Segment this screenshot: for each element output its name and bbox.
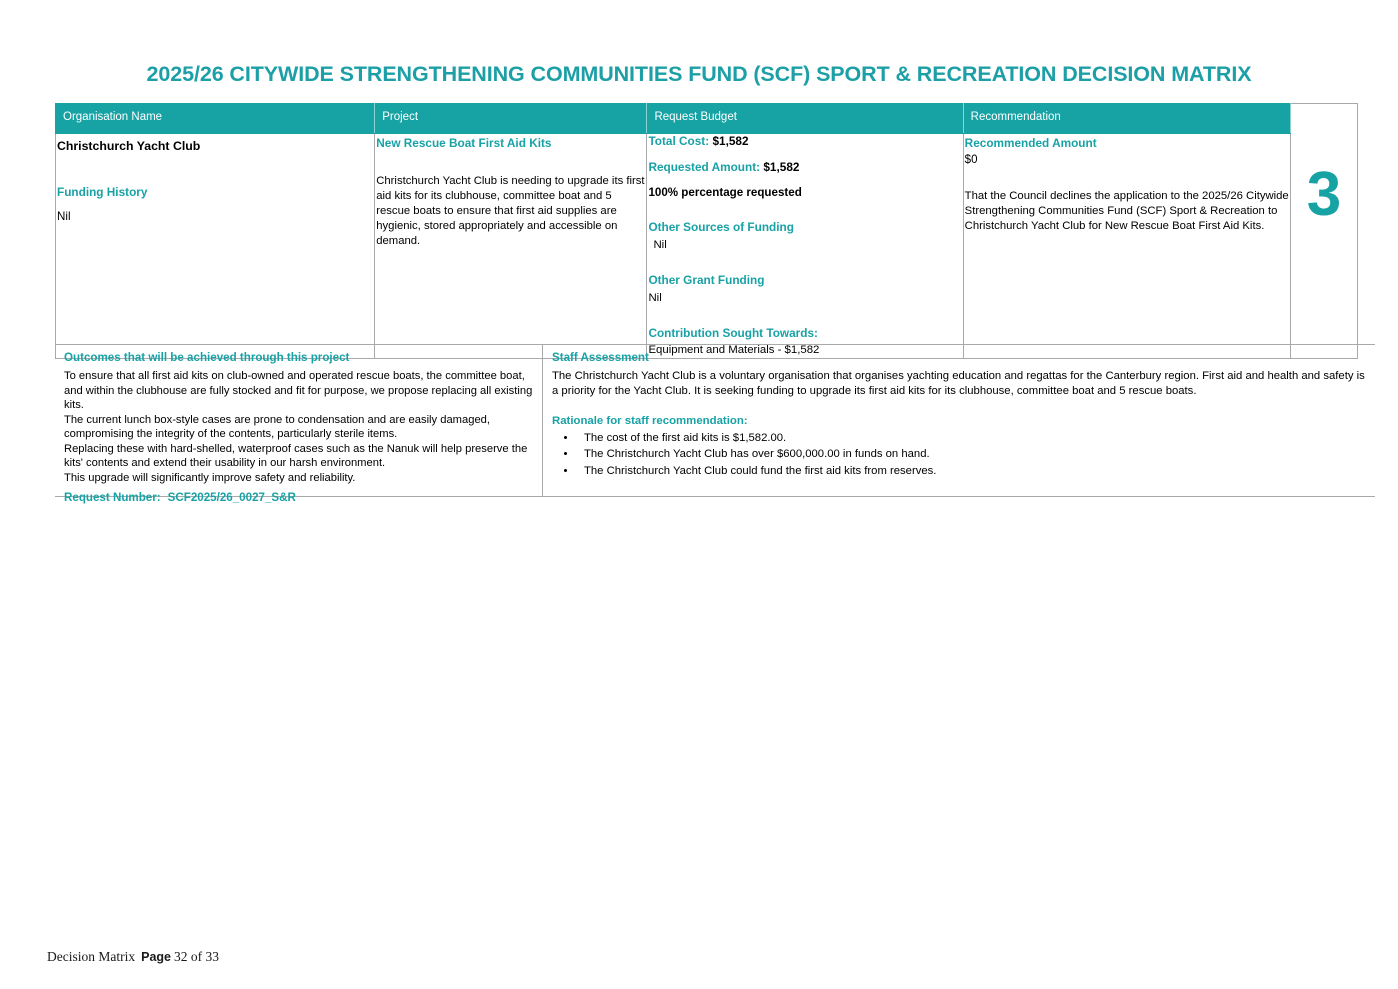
footer-page-numbering: 32 of 33 <box>174 949 219 964</box>
recommended-amount-value: $0 <box>964 153 978 166</box>
lower-section-table <box>55 344 1375 497</box>
column-header-project: Project <box>375 104 647 134</box>
column-header-recommendation: Recommendation <box>963 104 1290 134</box>
list-item: • The Christchurch Yacht Club has over $600,000.00 in funds on hand. <box>577 446 1367 462</box>
other-grant-block <box>648 273 962 306</box>
outcomes-line: This upgrade will significantly improve safety and reliability. <box>64 471 356 484</box>
funding-history-label: Funding History <box>57 185 148 200</box>
recommended-amount-label: Recommended Amount <box>964 136 1097 150</box>
recommendation-text: That the Council declines the application to the 2025/26 Citywide Strengthening Communities Fund (SCF) Sport & Recreation to Christchurch Yacht Club for New Rescue Boat First Aid Kits. <box>964 189 1289 232</box>
other-grant-label: Other Grant Funding <box>648 273 765 288</box>
list-item: • The cost of the first aid kits is $1,582.00. <box>577 430 1367 446</box>
outcomes-body <box>64 369 534 486</box>
other-sources-value: Nil <box>653 238 667 251</box>
outcomes-line: To ensure that all first aid kits on club-owned and operated rescue boats, the committee boat, and within the clubhouse are fully stocked and fit for purpose, we propose replacing all existing kits. <box>64 370 533 412</box>
requested-amount-value: $1,582 <box>763 159 800 174</box>
cell-item-number <box>1290 134 1357 359</box>
cell-request-budget <box>647 134 963 359</box>
project-title: New Rescue Boat First Aid Kits <box>376 136 552 150</box>
table-row <box>56 134 1358 359</box>
project-description: Christchurch Yacht Club is needing to upgrade its first aid kits for its clubhouse, committee boat and 5 rescue boats to ensure that first aid supplies are hygienic, stored appropriately and accessible on demand. <box>376 174 645 247</box>
outcomes-heading: Outcomes that will be achieved through this project <box>64 351 350 364</box>
page-title: 2025/26 CITYWIDE STRENGTHENING COMMUNITIES FUND (SCF) SPORT & RECREATION DECISION MATRIX <box>146 62 1252 86</box>
requested-amount-label: Requested Amount: <box>648 159 761 174</box>
outcomes-line: Replacing these with hard-shelled, waterproof cases such as the Nanuk will help preserve the kits' contents and extend their usability in our harsh environment. <box>64 442 528 470</box>
requested-amount-row <box>648 160 962 176</box>
cell-staff-assessment <box>543 345 1376 497</box>
contribution-label: Contribution Sought Towards: <box>648 325 818 340</box>
cell-project <box>375 134 647 359</box>
cell-outcomes <box>55 345 543 497</box>
funding-history-value: Nil <box>57 209 71 223</box>
total-cost-row <box>648 134 962 150</box>
item-number: 3 <box>1306 159 1342 229</box>
column-header-organisation: Organisation Name <box>56 104 375 134</box>
other-grant-value: Nil <box>648 291 662 304</box>
request-number-value: SCF2025/26_0027_S&R <box>167 491 296 504</box>
cell-organisation <box>56 134 375 359</box>
table-header-row <box>56 104 1358 134</box>
rationale-list <box>551 430 1367 479</box>
column-header-item-number <box>1290 104 1357 134</box>
request-number-label: Request Number: <box>64 491 161 504</box>
other-sources-block <box>648 220 962 253</box>
total-cost-label: Total Cost: <box>648 134 710 148</box>
rationale-heading: Rationale for staff recommendation: <box>552 414 748 427</box>
contribution-value: Equipment and Materials - $1,582 <box>648 344 820 357</box>
footer-page-word: Page <box>141 950 171 964</box>
lower-section-row <box>55 345 1375 497</box>
percentage-requested: 100% percentage requested <box>648 186 802 200</box>
staff-assessment-heading: Staff Assessment <box>552 351 649 364</box>
request-number <box>64 491 296 504</box>
decision-matrix-table <box>55 103 1358 359</box>
list-item: • The Christchurch Yacht Club could fund the first aid kits from reserves. <box>577 463 1367 479</box>
page-footer <box>47 949 219 965</box>
organisation-name: Christchurch Yacht Club <box>57 139 201 153</box>
other-sources-label: Other Sources of Funding <box>648 220 794 235</box>
outcomes-line: The current lunch box-style cases are prone to condensation and are easily damaged, compromising the integrity of the contents, particularly sterile items. <box>64 413 490 441</box>
footer-document-name: Decision Matrix <box>47 949 136 964</box>
staff-assessment-body: The Christchurch Yacht Club is a voluntary organisation that organises yachting education and regattas for the Canterbury region. First aid and health and safety is a priority for the Yacht Club. It is seeking funding to upgrade its first aid kits for its clubhouse, committee boat and 5 rescue boats. <box>552 370 1365 397</box>
cell-recommendation <box>963 134 1290 359</box>
total-cost-value: $1,582 <box>712 134 749 148</box>
column-header-request-budget: Request Budget <box>647 104 963 134</box>
